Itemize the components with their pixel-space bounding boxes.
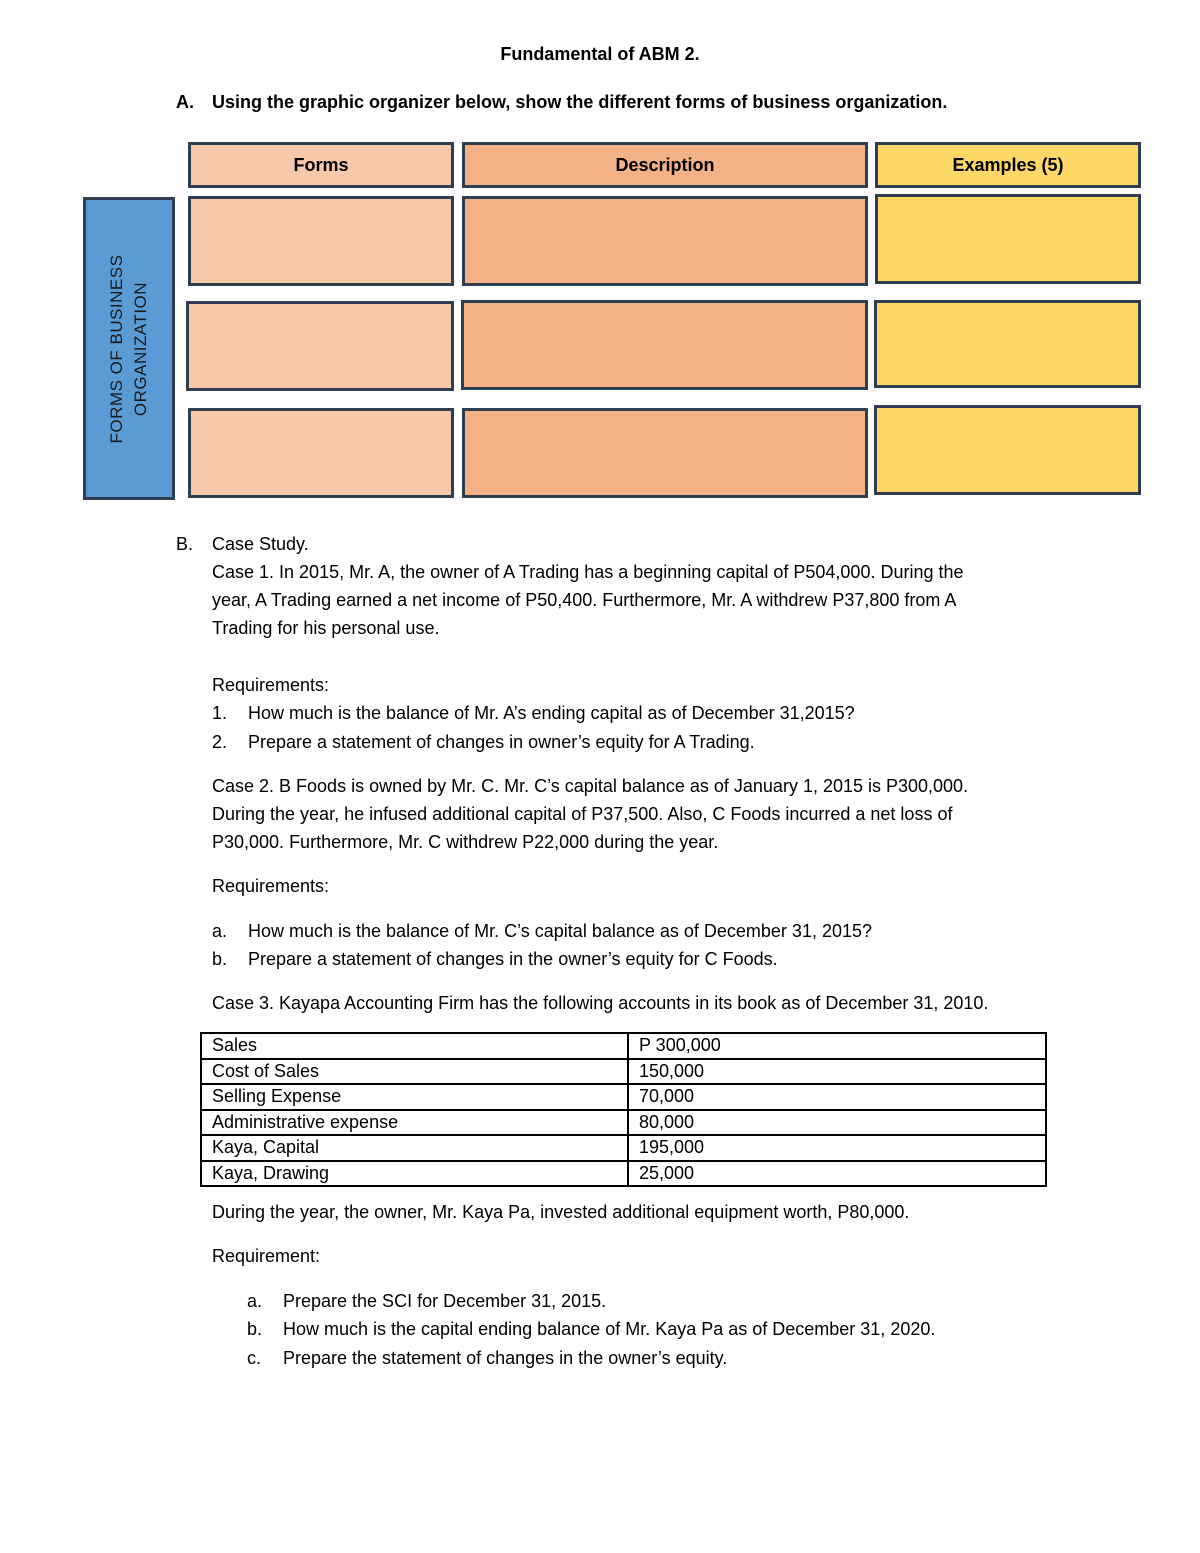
account-amount: 70,000 — [628, 1084, 1046, 1110]
requirement-letter: a. — [247, 1291, 263, 1311]
forms-cell-3[interactable] — [188, 408, 454, 498]
document-title: Fundamental of ABM 2. — [500, 44, 700, 64]
case3-intro: Case 3. Kayapa Accounting Firm has the following accounts in its book as of December 31, 2010. — [212, 993, 989, 1013]
requirement-number: 2. — [212, 732, 228, 752]
account-name: Kaya, Capital — [201, 1135, 628, 1161]
account-name: Selling Expense — [201, 1084, 628, 1110]
account-amount: 150,000 — [628, 1059, 1046, 1085]
requirement-text: Prepare a statement of changes in owner’s equity for A Trading. — [248, 732, 755, 752]
account-amount: 80,000 — [628, 1110, 1046, 1136]
case2-line-2: During the year, he infused additional capital of P37,500. Also, C Foods incurred a net loss of — [212, 804, 953, 824]
requirement-text: How much is the capital ending balance of Mr. Kaya Pa as of December 31, 2020. — [283, 1319, 936, 1339]
requirement-text: Prepare a statement of changes in the owner’s equity for C Foods. — [248, 949, 778, 969]
examples-cell-1[interactable] — [875, 194, 1141, 284]
requirement-text: Prepare the SCI for December 31, 2015. — [283, 1291, 607, 1311]
header-forms: Forms — [188, 142, 454, 188]
side-label-box — [83, 197, 175, 500]
case1-line-2: year, A Trading earned a net income of P50,400. Furthermore, Mr. A withdrew P37,800 from A — [212, 590, 957, 610]
section-a-marker: A. — [176, 92, 194, 112]
side-label-line-2: ORGANIZATION — [131, 281, 150, 416]
case3-note: During the year, the owner, Mr. Kaya Pa, invested additional equipment worth, P80,000. — [212, 1202, 910, 1222]
side-label — [105, 254, 153, 443]
case2-requirement-a — [212, 917, 872, 945]
case1-requirements-label: Requirements: — [212, 675, 330, 695]
table-row — [201, 1110, 1046, 1136]
requirement-number: 1. — [212, 703, 228, 723]
forms-cell-2[interactable] — [186, 301, 454, 391]
header-description: Description — [462, 142, 868, 188]
account-name: Kaya, Drawing — [201, 1161, 628, 1187]
case1-requirement-1 — [212, 699, 855, 727]
case2-requirements-label: Requirements: — [212, 876, 330, 896]
account-amount: 25,000 — [628, 1161, 1046, 1187]
case3-requirement-a — [247, 1287, 606, 1315]
case2-requirement-b — [212, 945, 778, 973]
case1-requirement-2 — [212, 728, 755, 756]
forms-cell-1[interactable] — [188, 196, 454, 286]
table-row — [201, 1059, 1046, 1085]
case2-line-1: Case 2. B Foods is owned by Mr. C. Mr. C’s capital balance as of January 1, 2015 is P300,000. — [212, 776, 969, 796]
description-cell-3[interactable] — [462, 408, 868, 498]
table-row — [201, 1084, 1046, 1110]
description-cell-1[interactable] — [462, 196, 868, 286]
case1-line-3: Trading for his personal use. — [212, 618, 440, 638]
examples-cell-3[interactable] — [874, 405, 1141, 495]
case2-line-3: P30,000. Furthermore, Mr. C withdrew P22,000 during the year. — [212, 832, 719, 852]
requirement-text: How much is the balance of Mr. C’s capital balance as of December 31, 2015? — [248, 921, 873, 941]
requirement-letter: a. — [212, 921, 228, 941]
case3-requirement-b — [247, 1315, 935, 1343]
account-amount: P 300,000 — [628, 1033, 1046, 1059]
requirement-letter: b. — [247, 1319, 263, 1339]
table-row — [201, 1033, 1046, 1059]
side-label-line-1: FORMS OF BUSINESS — [107, 254, 126, 443]
case3-requirement-label: Requirement: — [212, 1246, 321, 1266]
account-amount: 195,000 — [628, 1135, 1046, 1161]
case1-line-1: Case 1. In 2015, Mr. A, the owner of A Trading has a beginning capital of P504,000. During the — [212, 562, 964, 582]
account-name: Cost of Sales — [201, 1059, 628, 1085]
account-name: Administrative expense — [201, 1110, 628, 1136]
header-examples: Examples (5) — [875, 142, 1141, 188]
requirement-letter: c. — [247, 1348, 262, 1368]
requirement-text: How much is the balance of Mr. A’s ending capital as of December 31,2015? — [248, 703, 855, 723]
requirement-letter: b. — [212, 949, 228, 969]
table-row — [201, 1135, 1046, 1161]
accounts-table — [200, 1032, 1047, 1187]
table-row — [201, 1161, 1046, 1187]
requirement-text: Prepare the statement of changes in the owner’s equity. — [283, 1348, 728, 1368]
examples-cell-2[interactable] — [874, 300, 1141, 388]
section-b-marker: B. — [176, 534, 194, 554]
section-a-instruction: Using the graphic organizer below, show the different forms of business organization. — [212, 92, 948, 112]
case3-requirement-c — [247, 1344, 727, 1372]
account-name: Sales — [201, 1033, 628, 1059]
section-b-heading: Case Study. — [212, 534, 309, 554]
description-cell-2[interactable] — [461, 300, 868, 390]
